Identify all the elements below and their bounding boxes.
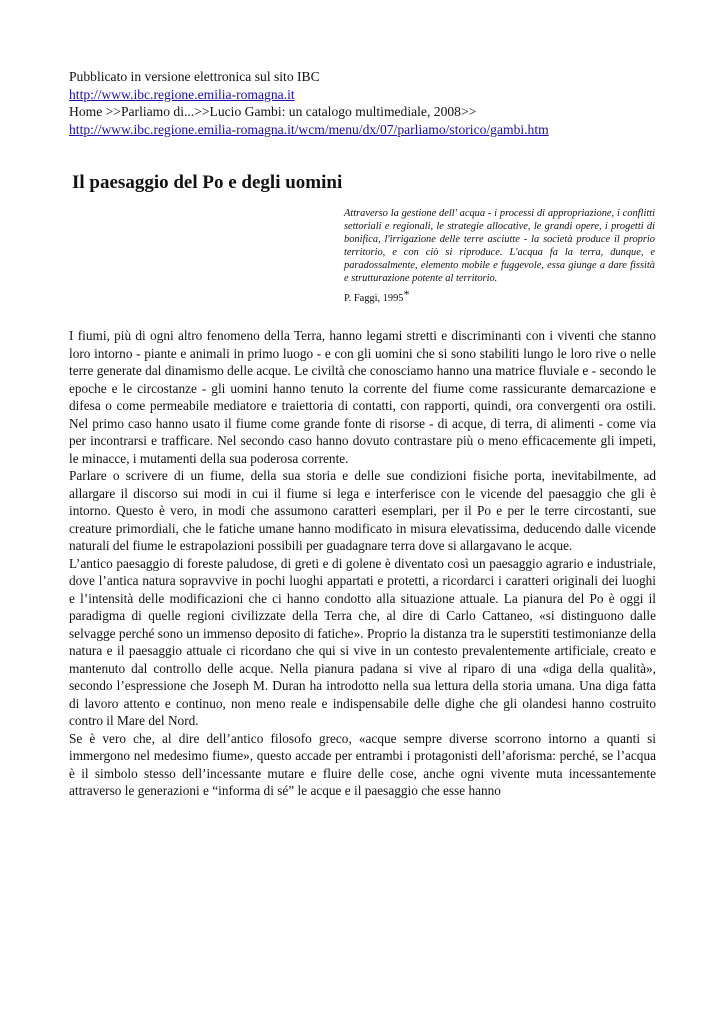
body-paragraph: Parlare o scrivere di un fiume, della sua storia e delle sue condizioni fisiche porta, inevitabilmente, ad allargare il discorso sui modi in cui il fiume si lega e interferisce con le vicende del paesaggio che gli è intorno. Questo è vero, in modi che assumono caratteri esemplari, per il Po e per le terre circostanti, sue creature primordiali, che le fatiche umane hanno modificato in misura elevatissima, deducendo dalle vicende naturali del fiume le estrapolazioni possibili per guadagnare terra dove si allargavano le acque.: [69, 468, 656, 553]
body-paragraph: L’antico paesaggio di foreste paludose, di greti e di golene è diventato così un paesaggio agrario e industriale, dove l’antica natura sopravvive in pochi luoghi appartati e protetti, a ricordarci i caratteri originali dei luoghi e l’intensità delle modificazioni che ci hanno condotto alla situazione attuale. La pianura del Po è oggi il paradigma di quelle regioni civilizzate della Terra che, al dire di Carlo Cattaneo, «si distinguono dalle selvagge perché sono un immenso deposito di fatiche». Proprio la distanza tra le superstiti testimonianze della natura e il paesaggio attuale ci ricordano che qui si vive in un contesto prevalentemente artificiale, creato e mantenuto dal controllo delle acque. Nella pianura padana si vive al riparo di una «diga della qualità», secondo l’espressione che Joseph M. Duran ha introdotto nella sua lettura della storia umana. Una diga fatta di lavoro attento e continuo, non meno reale e indispensabile delle dighe che gli olandesi hanno costruito contro il Mare del Nord.: [69, 555, 656, 728]
epigraph-source: [344, 287, 644, 306]
publication-note: Pubblicato in versione elettronica sul sito IBC: [69, 69, 320, 84]
epigraph-quote: Attraverso la gestione dell' acqua - i processi di appropriazione, i conflitti settoriali e regionali, le strategie allocative, le grandi opere, i progetti di bonifica, l'irrigazione delle terre asciutte - la società produce il proprio territorio, e con ciò si riproduce. L'acqua fa la terra, dunque, e paradossalmente, elemento mobile e fuggevole, essa giunge a dare fissità e strutturazione potente al territorio.: [344, 208, 655, 284]
epigraph-author: P. Faggi, 1995: [344, 293, 404, 304]
body-paragraph: Se è vero che, al dire dell’antico filosofo greco, «acque sempre diverse scorrono intorno a quanti si immergono nel medesimo fiume», questo accade per entrambi i protagonisti dell’aforisma: perché, se l’acqua è il simbolo stesso dell’incessante mutare e fluire delle cose, anche ogni vivente muta incessantemente attraverso le generazioni e “informa di sé” le acque e il paesaggio che esse hanno: [69, 730, 656, 798]
page-link[interactable]: http://www.ibc.regione.emilia-romagna.it/wcm/menu/dx/07/parliamo/storico/gambi.htm: [69, 121, 549, 137]
site-link[interactable]: http://www.ibc.regione.emilia-romagna.it: [69, 86, 295, 102]
article-body: [69, 327, 656, 800]
breadcrumb: Home >>Parliamo di...>>Lucio Gambi: un catalogo multimediale, 2008>>: [69, 104, 477, 119]
publication-header: [69, 68, 669, 138]
body-paragraph: I fiumi, più di ogni altro fenomeno della Terra, hanno legami stretti e discriminanti con i viventi che stanno loro intorno - piante e animali in primo luogo - e con gli uomini che si sono stabiliti lungo le loro rive o nelle terre generate dal dinamismo delle acque. Le civiltà che conosciamo hanno una matrice fluviale e - secondo le epoche e le circostanze - gli uomini hanno tenuto la corrente del fiume come rassicurante demarcazione e difesa o come permeabile mediatore e traiettoria di contatti, con rapporti, quindi, ora convergenti ora ostili. Nel primo caso hanno usato il fiume come grande fonte di risorse - di acque, di terra, di alimenti - come via per incontrarsi e trafficare. Nel secondo caso hanno dovuto contrastare più o meno efficacemente gli impeti, le minacce, i mutamenti della sua poderosa corrente.: [69, 328, 656, 466]
article-title: Il paesaggio del Po e degli uomini: [72, 172, 343, 193]
footnote-marker[interactable]: *: [403, 287, 410, 301]
